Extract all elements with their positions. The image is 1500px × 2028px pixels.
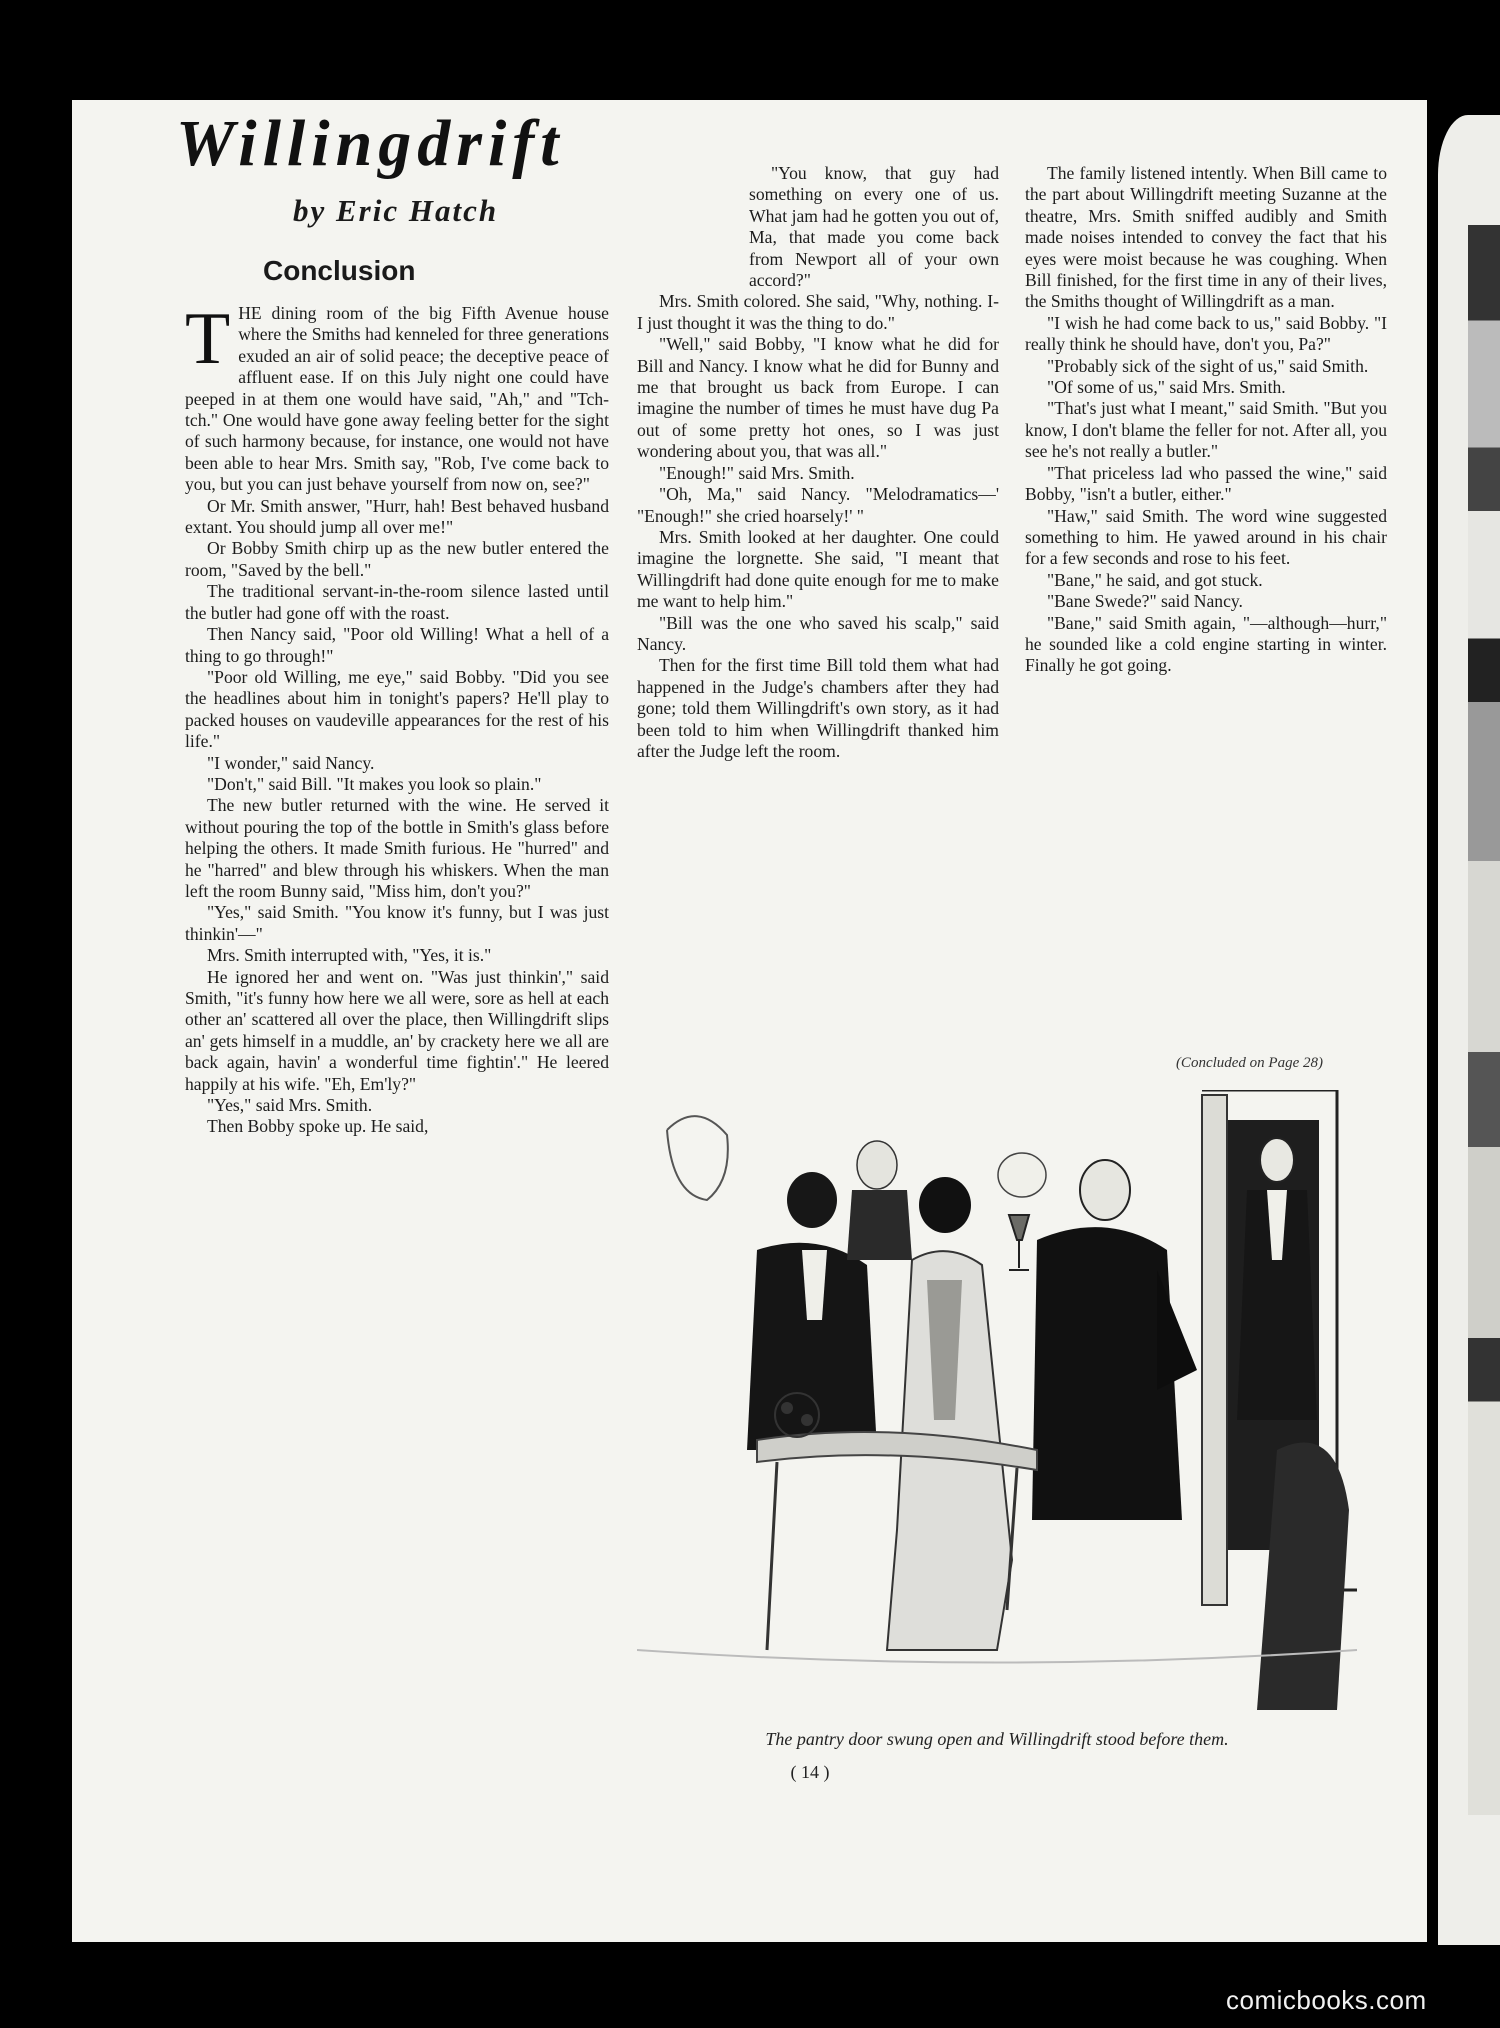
paragraph: "Bane Swede?" said Nancy. <box>1047 591 1243 612</box>
paragraph: "I wish he had come back to us," said Bobby. "I really think he should have, don't you, Pa?" <box>1025 312 1387 355</box>
next-page-edge <box>1438 115 1500 1945</box>
illustration-caption: The pantry door swung open and Willingdrift stood before them. <box>765 1729 1229 1749</box>
page-number: ( 14 ) <box>790 1762 830 1782</box>
paragraph: Mrs. Smith colored. She said, "Why, nothing. I-I just thought it was the thing to do." <box>637 291 999 333</box>
guest-head <box>857 1141 897 1189</box>
paragraph: Then Nancy said, "Poor old Willing! What a hell of a thing to go through!" <box>185 624 609 666</box>
blonde-head <box>998 1153 1046 1197</box>
paragraph: Then for the first time Bill told them what had happened in the Judge's chambers after they had gone; told them Willingdrift's own story, as it had been told to him when Willingdrift thanked him after the Judge left the room. <box>637 655 999 761</box>
paragraph: Mrs. Smith interrupted with, "Yes, it is." <box>207 945 492 966</box>
butler-head <box>1260 1138 1294 1182</box>
continued-note: (Concluded on Page 28) <box>1175 1055 1323 1071</box>
paragraph: "Oh, Ma," said Nancy. "Melodramatics—' "Enough!" she cried hoarsely!' " <box>637 484 999 526</box>
paragraph: "You know, that guy had something on every one of us. What jam had he gotten you out of, Ma, that made you come back from Newport all of your own accord?" <box>749 163 999 291</box>
paragraph: "Yes," said Smith. "You know it's funny, but I was just thinkin'—" <box>185 902 609 944</box>
paragraph: "Probably sick of the sight of us," said Smith. <box>1047 355 1369 376</box>
text-column-1 <box>185 298 609 1138</box>
paragraph: "That's just what I meant," said Smith. "But you know, I don't blame the feller for not. After all, you see he's not really a butler." <box>1025 398 1387 462</box>
centerpiece-flower <box>781 1402 793 1414</box>
woman-head <box>919 1177 971 1233</box>
paragraph: The new butler returned with the wine. He served it without pouring the top of the bottle in Smith's glass before helping the others. It made Smith furious. He "hurred" and he "harred" and blew through his whiskers. When the man left the room Bunny said, "Miss him, don't you?" <box>185 795 609 901</box>
drop-cap: T <box>185 298 231 380</box>
paragraph: Or Mr. Smith answer, "Hurr, hah! Best behaved husband extant. You should jump all over me!" <box>185 495 609 538</box>
pantry-door <box>1202 1095 1227 1605</box>
paragraph: "Don't," said Bill. "It makes you look so plain." <box>207 773 542 794</box>
paragraph: He ignored her and went on. "Was just thinkin'," said Smith, "it's funny how here we all were, sore as hell at each other an' scattered all over the place, then Willingdrift slips an' gets himself in a muddle, an' by crackety here we all are back again, havin' a wonderful time fightin'." He leered happily at his wife. "Eh, Em'ly?" <box>185 966 609 1094</box>
text-column-2 <box>637 163 999 762</box>
paragraph: Then Bobby spoke up. He said, <box>207 1116 429 1137</box>
paragraph: "That priceless lad who passed the wine," said Bobby, "isn't a butler, either." <box>1025 462 1387 505</box>
watermark: comicbooks.com <box>1226 1985 1427 2015</box>
bobby-head <box>787 1172 837 1228</box>
section-heading: Conclusion <box>263 255 416 286</box>
paragraph: "Enough!" said Mrs. Smith. <box>659 462 855 483</box>
paragraph: "Haw," said Smith. The word wine suggested something to him. He yawed around in his chair for a few seconds and rose to his feet. <box>1025 505 1387 569</box>
paragraph: "Yes," said Mrs. Smith. <box>207 1095 373 1116</box>
guest-body <box>847 1190 912 1260</box>
paragraph: The traditional servant-in-the-room silence lasted until the butler had gone off with the roast. <box>185 581 609 623</box>
paragraph: THE dining room of the big Fifth Avenue house where the Smiths had kenneled for three generations exuded an air of solid peace; the deceptive peace of affluent ease. If on this July night one could have peeped in at them one would have said, "Ah," and "Tch-tch." One would have gone away feeling better for the sight of such harmony because, for instance, one would not have been able to hear Mrs. Smith say, "Rob, I've come back to you, but you can just behave yourself from now on, see?" <box>185 298 609 495</box>
paragraph: "Poor old Willing, me eye," said Bobby. "Did you see the headlines about him in tonight's papers? He'll play to packed houses on vaudeville appearances for the rest of his life." <box>185 666 609 752</box>
text-column-3 <box>1025 163 1387 677</box>
article-title: Willingdrift <box>176 107 565 180</box>
paragraph: "Of some of us," said Mrs. Smith. <box>1047 377 1286 398</box>
smith-head <box>1080 1160 1130 1220</box>
article-byline: by Eric Hatch <box>293 193 499 228</box>
paragraph: "Bane," he said, and got stuck. <box>1047 569 1263 590</box>
paragraph: Or Bobby Smith chirp up as the new butler entered the room, "Saved by the bell." <box>185 538 609 580</box>
paragraph: "Bill was the one who saved his scalp," said Nancy. <box>637 612 999 654</box>
paragraph: "Bane," said Smith again, "—although—hurr," he sounded like a cold engine starting in winter. Finally he got going. <box>1025 612 1387 676</box>
paragraph: The family listened intently. When Bill came to the part about Willingdrift meeting Suzanne at the theatre, Mrs. Smith sniffed audibly and Smith made noises intended to convey the fact that his eyes were moist because he was coughing. When Bill finished, for the first time in any of their lives, the Smiths thought of Willingdrift as a man. <box>1025 163 1387 312</box>
paragraph: Mrs. Smith looked at her daughter. One could imagine the lorgnette. She said, "I meant that Willingdrift had done quite enough for me to make me want to help him." <box>637 526 999 612</box>
paragraph: "I wonder," said Nancy. <box>207 752 375 773</box>
dinner-party-illustration <box>637 1090 1357 1715</box>
next-page-illustration-strip <box>1468 225 1500 1815</box>
paragraph: "Well," said Bobby, "I know what he did for Bill and Nancy. I know what he did for Bunny and me that brought us back from Europe. I can imagine the number of times he must have dug Pa out of some pretty hot ones, so I was just wondering about you, that was all." <box>637 334 999 462</box>
centerpiece-flower <box>801 1414 813 1426</box>
